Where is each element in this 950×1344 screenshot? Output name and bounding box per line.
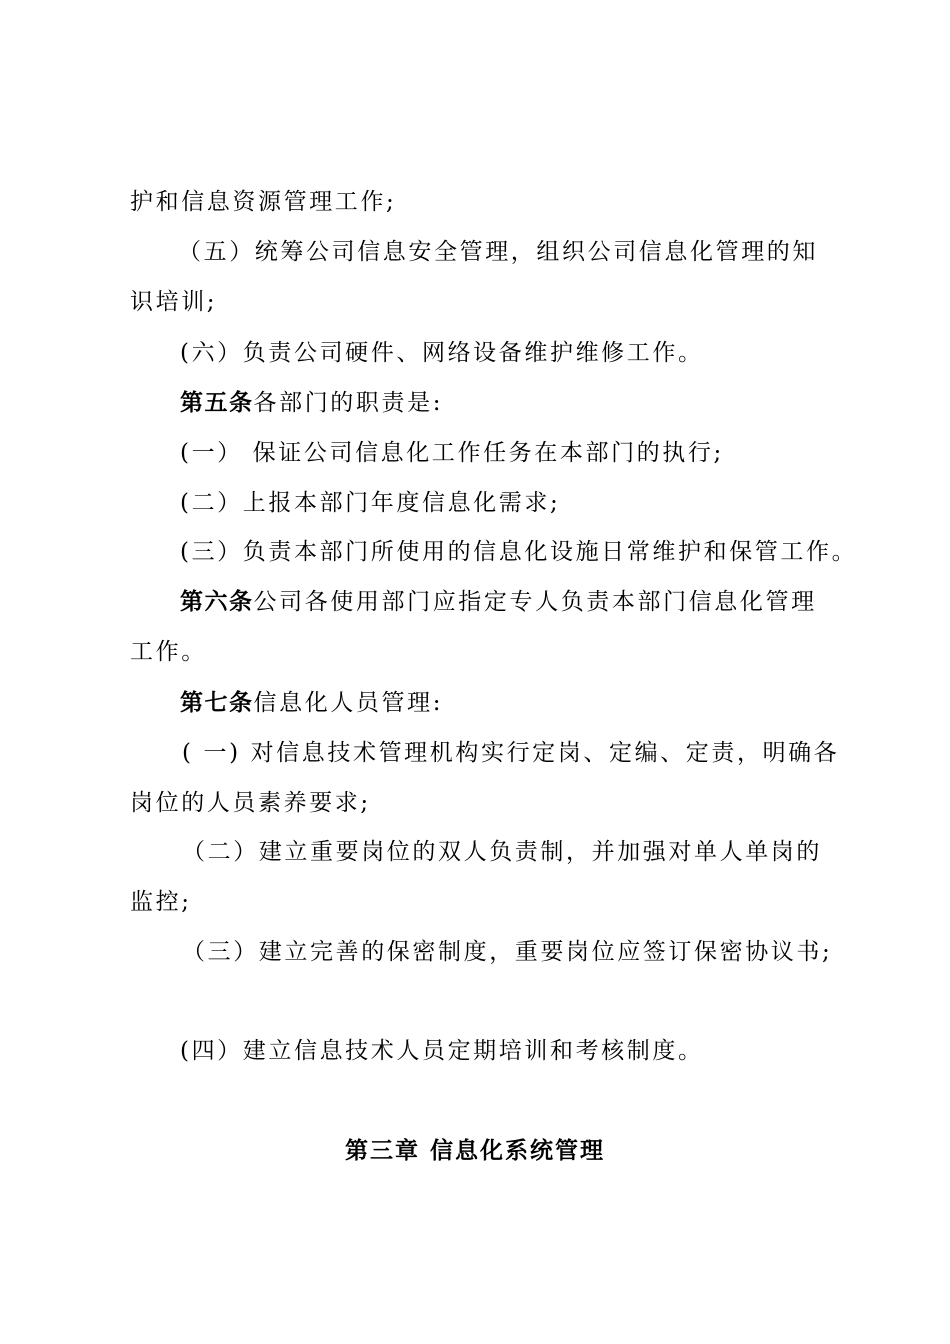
item-five: （五）统筹公司信息安全管理，组织公司信息化管理的知 [178, 239, 818, 265]
chapter-title: 第三章 信息化系统管理 [344, 1137, 605, 1164]
article-text: 公司各使用部门应指定专人负责本部门信息化管理 [253, 589, 817, 615]
paragraph-line: 监控; [130, 889, 192, 915]
item-six: (六）负责公司硬件、网络设备维护维修工作。 [180, 340, 704, 366]
article-label: 第七条 [180, 689, 254, 716]
paragraph-line: 护和信息资源管理工作; [130, 189, 397, 215]
list-item: (一） 保证公司信息化工作任务在本部门的执行; [180, 440, 724, 466]
paragraph-line: 工作。 [130, 639, 207, 665]
article-label: 第六条 [180, 588, 254, 615]
list-item: （二）建立重要岗位的双人负责制，并加强对单人单岗的 [182, 839, 822, 865]
article-text: 信息化人员管理: [253, 690, 444, 716]
article-six [180, 587, 817, 617]
article-text: 各部门的职责是: [253, 390, 444, 416]
list-item: (二）上报本部门年度信息化需求; [180, 490, 561, 516]
article-label: 第五条 [180, 389, 254, 416]
list-item: （三）建立完善的保密制度，重要岗位应签订保密协议书; [182, 939, 833, 965]
list-item: ( 一) 对信息技术管理机构实行定岗、定编、定责，明确各 [182, 740, 840, 766]
list-item: (四）建立信息技术人员定期培训和考核制度。 [180, 1038, 704, 1064]
list-item: (三）负责本部门所使用的信息化设施日常维护和保管工作。 [180, 539, 858, 565]
paragraph-line: 岗位的人员素养要求; [130, 790, 371, 816]
article-five [180, 388, 443, 418]
paragraph-line: 识培训; [130, 289, 218, 315]
article-seven [180, 688, 443, 718]
